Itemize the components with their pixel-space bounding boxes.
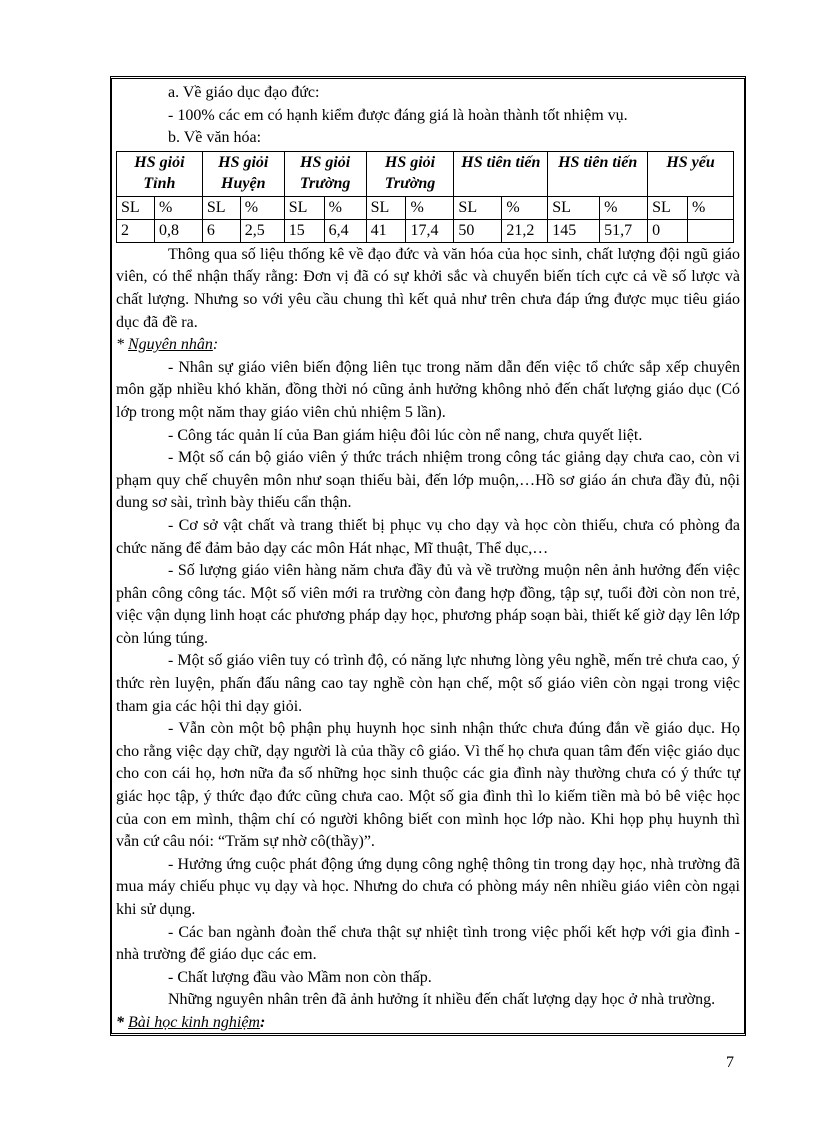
sl-cell: SL [202, 196, 240, 219]
sl-cell: SL [117, 196, 155, 219]
value-cell: 6,4 [324, 219, 366, 242]
value-cell: 0,8 [154, 219, 202, 242]
cause-item: - Một số giáo viên tuy có trình độ, có năng lực nhưng lòng yêu nghề, mến trẻ chưa cao, ý thức rèn luyện, phấn đấu nâng cao tay nghề còn hạn chế, một số giáo viên còn ngại trong việc tham gia các hội thi dạy giỏi. [116, 652, 740, 715]
cause-item: - Công tác quản lí của Ban giám hiệu đôi lúc còn nể nang, chưa quyết liệt. [168, 426, 643, 444]
value-cell: 145 [548, 219, 600, 242]
value-cell: 21,2 [502, 219, 548, 242]
value-cell: 0 [648, 219, 688, 242]
header-cell: HS giỏi Huyện [202, 151, 284, 196]
pct-cell: % [406, 196, 454, 219]
page-number: 7 [726, 1054, 734, 1071]
summary-paragraph: Thông qua số liệu thống kê về đạo đức và văn hóa của học sinh, chất lượng đội ngũ giáo viên, có thể nhận thấy rằng: Đơn vị đã có sự khởi sắc và chuyển biến tích cực cả về số lược và chất lượng. Nhưng so với yêu cầu chung thì kết quả như trên chưa đáp ứng được mục tiêu giáo dục đã đề ra. [116, 245, 740, 331]
cause-item: - Hưởng ứng cuộc phát động ứng dụng công nghệ thông tin trong dạy học, nhà trường đã mua máy chiếu phục vụ dạy và học. Nhưng do chưa có phòng máy nên nhiều giáo viên còn ngại khi sử dụng. [116, 855, 740, 918]
cause-heading-star: * [116, 336, 128, 354]
sl-cell: SL [284, 196, 324, 219]
cause-item: - Một số cán bộ giáo viên ý thức trách nhiệm trong công tác giảng dạy chưa cao, còn vi phạm quy chế chuyên môn như soạn thiếu bài, đến lớp muộn,…Hồ sơ giáo án chưa đầy đủ, nội dung sơ sài, trình bày thiếu cẩn thận. [116, 449, 740, 512]
pct-cell: % [324, 196, 366, 219]
cause-item: - Chất lượng đầu vào Mầm non còn thấp. [168, 968, 432, 986]
value-cell [688, 219, 734, 242]
value-cell: 6 [202, 219, 240, 242]
sl-cell: SL [366, 196, 406, 219]
value-cell: 2,5 [240, 219, 284, 242]
sl-cell: SL [548, 196, 600, 219]
cause-item: - Vẫn còn một bộ phận phụ huynh học sinh nhận thức chưa đúng đắn về giáo dục. Họ cho rằng việc dạy chữ, dạy người là của thầy cô giáo. Vì thế họ chưa quan tâm đến việc giáo dục cho con cái họ, hơn nữa đa số những học sinh thuộc các gia đình này thường chưa có ý thức tự giác học tập, ý thức đạo đức cũng chưa cao. Một số gia đình thì lo kiếm tiền mà bỏ bê việc học của con em mình, thậm chí có người không biết con mình học lớp nào. Khi họp phụ huynh thì vẫn cứ câu nói: “Trăm sự nhờ cô(thầy)”. [116, 720, 740, 851]
table-subheader-row [117, 196, 734, 219]
pct-cell: % [688, 196, 734, 219]
lesson-heading [116, 1012, 740, 1035]
header-cell: HS tiên tiến [454, 151, 548, 196]
header-cell: HS giỏi Trường [366, 151, 454, 196]
conclusion-paragraph: Những nguyên nhân trên đã ảnh hưởng ít nhiều đến chất lượng dạy học ở nhà trường. [168, 991, 716, 1009]
pct-cell: % [502, 196, 548, 219]
value-cell: 17,4 [406, 219, 454, 242]
lesson-heading-label: Bài học kinh nghiệm [128, 1013, 260, 1031]
header-cell: HS yếu [648, 151, 734, 196]
lesson-heading-colon: : [259, 1013, 266, 1031]
section-a-title: a. Về giáo dục đạo đức: [168, 84, 320, 101]
page-content [116, 82, 740, 1035]
pct-cell: % [154, 196, 202, 219]
sl-cell: SL [648, 196, 688, 219]
table-row [117, 219, 734, 242]
value-cell: 15 [284, 219, 324, 242]
value-cell: 51,7 [600, 219, 648, 242]
header-cell: HS giỏi Tỉnh [117, 151, 203, 196]
section-a-detail: - 100% các em có hạnh kiểm được đáng giá là hoàn thành tốt nhiệm vụ. [168, 106, 628, 124]
header-cell: HS tiên tiến [548, 151, 648, 196]
cause-item: - Nhân sự giáo viên biến động liên tục trong năm dẫn đến việc tổ chức sắp xếp chuyên môn gặp nhiều khó khăn, đồng thời nó cũng ảnh hưởng không nhỏ đến chất lượng giáo dục (Có lớp trong một năm thay giáo viên chủ nhiệm 5 lần). [116, 358, 740, 421]
pct-cell: % [600, 196, 648, 219]
table-header-row [117, 151, 734, 196]
value-cell: 41 [366, 219, 406, 242]
cause-heading-label: Nguyên nhân [128, 336, 213, 354]
cause-item: - Cơ sở vật chất và trang thiết bị phục vụ cho dạy và học còn thiếu, chưa có phòng đa chức năng để đảm bảo dạy các môn Hát nhạc, Mĩ thuật, Thể dục,… [116, 516, 740, 557]
pct-cell: % [240, 196, 284, 219]
value-cell: 50 [454, 219, 502, 242]
cause-heading-colon: : [212, 336, 219, 354]
cause-heading [116, 334, 740, 357]
section-b-title: b. Về văn hóa: [168, 129, 262, 147]
header-cell: HS giỏi Trường [284, 151, 366, 196]
lesson-heading-star: * [116, 1013, 128, 1031]
value-cell: 2 [117, 219, 155, 242]
cause-item: - Các ban ngành đoàn thể chưa thật sự nhiệt tình trong việc phối kết hợp với gia đình - nhà trường để giáo dục các em. [116, 923, 740, 964]
sl-cell: SL [454, 196, 502, 219]
results-table [116, 151, 734, 243]
cause-item: - Số lượng giáo viên hàng năm chưa đầy đủ và về trường muộn nên ảnh hưởng đến việc phân công công tác. Một số viên mới ra trường còn đang hợp đồng, tập sự, tuổi đời còn non trẻ, việc vận dụng linh hoạt các phương pháp dạy học, phương pháp soạn bài, thiết kế giờ dạy lên lớp còn lúng túng. [116, 562, 740, 647]
